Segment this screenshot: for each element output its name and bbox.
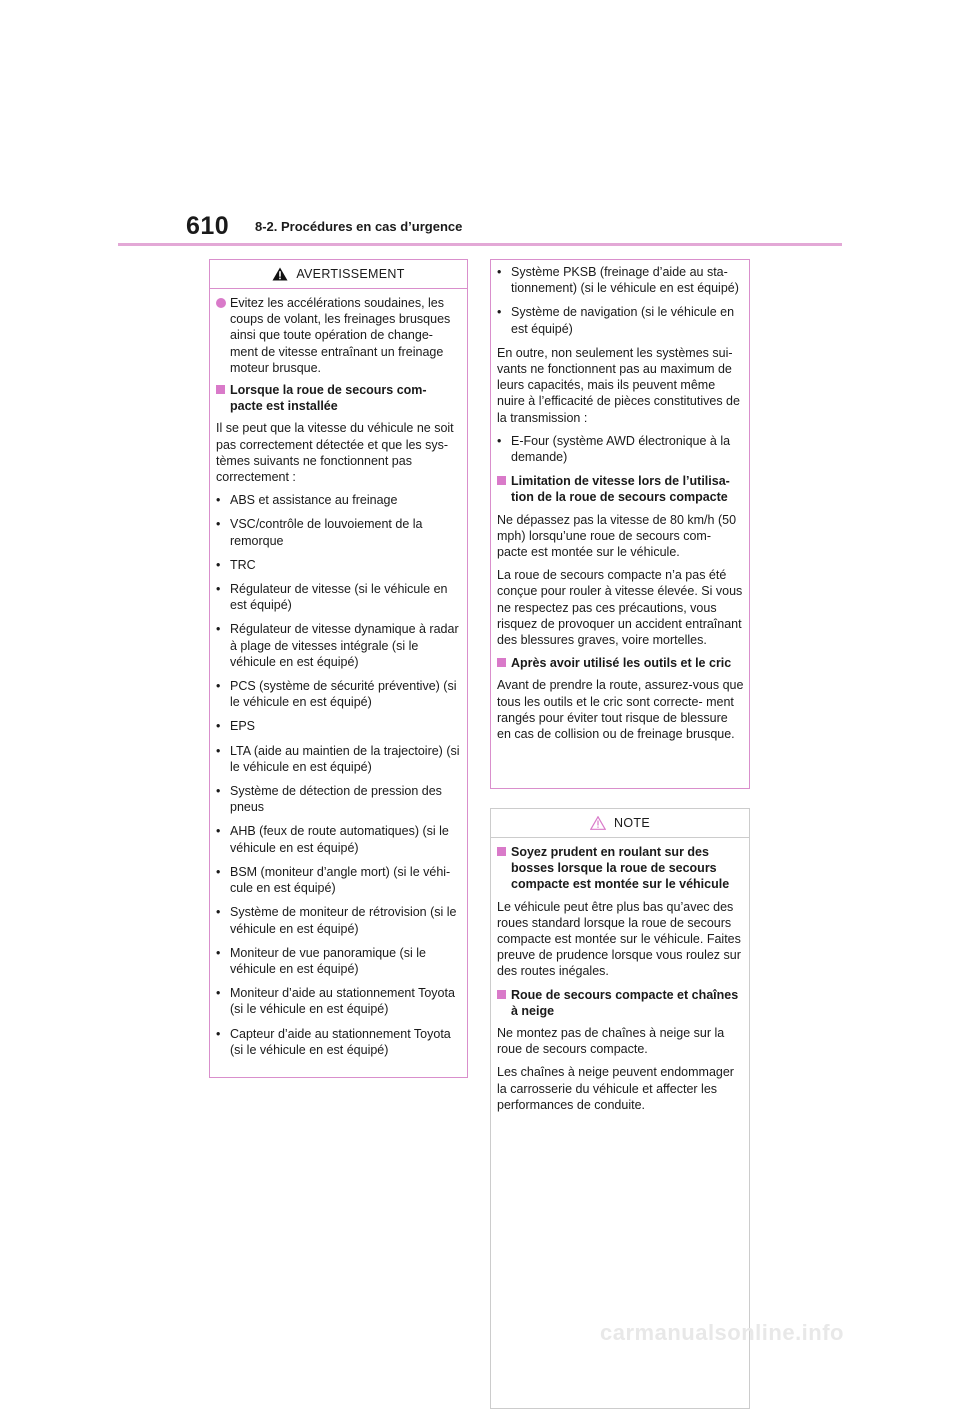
bullet-item: [216, 581, 462, 613]
continuation-bullet-list: [497, 264, 744, 337]
bullet-text: TRC: [230, 557, 256, 572]
section-title: 8-2. Procédures en cas d’urgence: [255, 219, 463, 234]
bullet-dot-icon: •: [216, 986, 221, 1001]
tools-paragraph: Avant de prendre la route, assurez-vous que tous les outils et le cric sont correcte- ment rangés pour éviter tout risque de blessure en cas de collision ou de freinage brusque.: [497, 678, 744, 742]
bullet-item: [216, 516, 462, 548]
bullet-text: LTA (aide au maintien de la trajectoire) (si le véhicule en est équipé): [230, 743, 460, 774]
bullet-dot-icon: •: [216, 557, 221, 572]
bullet-dot-icon: •: [216, 517, 221, 532]
warning-triangle-icon: [272, 267, 288, 281]
circle-bullet-icon: [216, 298, 226, 308]
bullet-dot-icon: •: [216, 622, 221, 637]
note-subheading-2: [497, 987, 744, 1019]
bullet-item: [497, 264, 744, 296]
bullet-dot-icon: •: [216, 493, 221, 508]
square-bullet-icon: [497, 476, 506, 485]
note-paragraph-3: Les chaînes à neige peuvent endommager la carrosserie du véhicule et affecter les performances de conduite.: [497, 1065, 734, 1112]
bullet-item: [216, 945, 462, 977]
speed-limit-paragraph-2: La roue de secours compacte n’a pas été conçue pour rouler à vitesse élevée. Si vous ne respectez pas ces précautions, vous risquez de provoquer un accident entraînant des blessures graves, voire mortelles.: [497, 568, 743, 648]
continuation-paragraph: En outre, non seulement les systèmes sui- vants ne fonctionnent pas au maximum de leurs capacités, mais ils peuvent même nuire à l’efficacité de pièces constitutives de la transmission :: [497, 345, 740, 425]
note-paragraph: Le véhicule peut être plus bas qu’avec des roues standard lorsque la roue de secours compacte est montée sur le véhicule. Faites preuve de prudence lorsque vous roulez sur des routes inégales.: [497, 899, 741, 979]
header-rule: [118, 243, 842, 246]
bullet-dot-icon: •: [216, 824, 221, 839]
continuation-bullet-list-2: [497, 433, 744, 465]
bullet-text: Moniteur d’aide au stationnement Toyota (si le véhicule en est équipé): [230, 986, 455, 1017]
square-bullet-icon: [497, 847, 506, 856]
caution-triangle-icon: [590, 816, 606, 830]
bullet-text: Régulateur de vitesse (si le véhicule en est équipé): [230, 582, 448, 613]
bullet-item: [497, 433, 744, 465]
warning-subheading-text: Lorsque la roue de secours com- pacte est installée: [230, 383, 427, 414]
note-subheading: [497, 844, 744, 893]
warning-box: [209, 259, 468, 1078]
warning-item: [216, 295, 462, 376]
square-bullet-icon: [497, 990, 506, 999]
note-subheading-text: Soyez prudent en roulant sur des bosses lorsque la roue de secours compacte est montée sur le véhicule: [511, 845, 730, 892]
bullet-dot-icon: •: [216, 743, 221, 758]
bullet-item: [216, 783, 462, 815]
bullet-dot-icon: •: [216, 784, 221, 799]
tools-subheading: [497, 655, 744, 671]
bullet-dot-icon: •: [497, 305, 502, 320]
warning-bullet-list: [216, 492, 462, 1058]
tools-subheading-text: Après avoir utilisé les outils et le cric: [511, 656, 732, 671]
bullet-text: PCS (système de sécurité préventive) (si le véhicule en est équipé): [230, 679, 457, 710]
bullet-text: Système de navigation (si le véhicule en est équipé): [511, 305, 735, 336]
bullet-item: [216, 492, 462, 508]
bullet-text: VSC/contrôle de louvoiement de la remorque: [230, 517, 423, 548]
square-bullet-icon: [216, 385, 225, 394]
speed-limit-subheading: [497, 473, 744, 505]
warning-paragraph: Il se peut que la vitesse du véhicule ne soit pas correctement détectée et que les sys- tèmes suivants ne fonctionnent pas correctement :: [216, 421, 454, 485]
speed-limit-paragraph: Ne dépassez pas la vitesse de 80 km/h (50 mph) lorsqu’une roue de secours com- pacte est montée sur le véhicule.: [497, 512, 737, 560]
bullet-item: [497, 304, 744, 336]
bullet-item: [216, 904, 462, 936]
bullet-item: [216, 557, 462, 573]
bullet-item: [216, 718, 462, 734]
note-box: [490, 808, 750, 1409]
bullet-dot-icon: •: [497, 433, 502, 448]
bullet-item: [216, 864, 462, 896]
bullet-item: [216, 1026, 462, 1058]
bullet-item: [216, 678, 462, 710]
bullet-text: Régulateur de vitesse dynamique à radar à plage de vitesses intégrale (si le véhicule en est équipé): [230, 622, 459, 669]
bullet-item: [216, 823, 462, 855]
note-subheading-2-text: Roue de secours compacte et chaînes à neige: [511, 987, 739, 1018]
bullet-text: AHB (feux de route automatiques) (si le véhicule en est équipé): [230, 824, 449, 855]
bullet-text: Système de détection de pression des pneus: [230, 784, 442, 815]
warning-title: AVERTISSEMENT: [296, 267, 405, 281]
bullet-dot-icon: •: [216, 945, 221, 960]
note-paragraph-2: Ne montez pas de chaînes à neige sur la roue de secours compacte.: [497, 1026, 725, 1057]
bullet-text: Système PKSB (freinage d’aide au sta- tionnement) (si le véhicule en est équipé): [511, 265, 739, 296]
watermark: carmanualsonline.info: [600, 1320, 844, 1345]
bullet-text: E-Four (système AWD électronique à la demande): [511, 433, 731, 465]
warning-header: [210, 260, 467, 289]
page-number: 610: [186, 212, 230, 240]
bullet-text: EPS: [230, 719, 256, 734]
bullet-dot-icon: •: [216, 905, 221, 920]
bullet-dot-icon: •: [497, 265, 502, 279]
square-bullet-icon: [497, 658, 506, 667]
warning-subheading: [216, 382, 462, 414]
bullet-item: [216, 985, 462, 1017]
bullet-dot-icon: •: [216, 719, 221, 734]
bullet-dot-icon: •: [216, 679, 221, 694]
warning-item-text: Evitez les accélérations soudaines, les coups de volant, les freinages brusques ainsi que toute opération de change- ment de vitesse entraînant un freinage moteur brusque.: [230, 296, 451, 375]
bullet-dot-icon: •: [216, 864, 221, 879]
note-title: NOTE: [614, 816, 650, 830]
bullet-text: Système de moniteur de rétrovision (si le véhicule en est équipé): [230, 905, 457, 936]
bullet-text: ABS et assistance au freinage: [230, 493, 398, 508]
bullet-text: BSM (moniteur d’angle mort) (si le véhi- cule en est équipé): [230, 864, 451, 896]
note-header: [491, 809, 749, 838]
bullet-item: [216, 621, 462, 670]
warning-continuation-box: [490, 259, 750, 789]
bullet-dot-icon: •: [216, 1026, 221, 1041]
bullet-dot-icon: •: [216, 582, 221, 597]
bullet-item: [216, 743, 462, 775]
bullet-text: Moniteur de vue panoramique (si le véhicule en est équipé): [230, 945, 426, 976]
bullet-text: Capteur d’aide au stationnement Toyota (si le véhicule en est équipé): [230, 1026, 451, 1057]
speed-limit-subheading-text: Limitation de vitesse lors de l’utilisa- tion de la roue de secours compacte: [511, 474, 730, 505]
